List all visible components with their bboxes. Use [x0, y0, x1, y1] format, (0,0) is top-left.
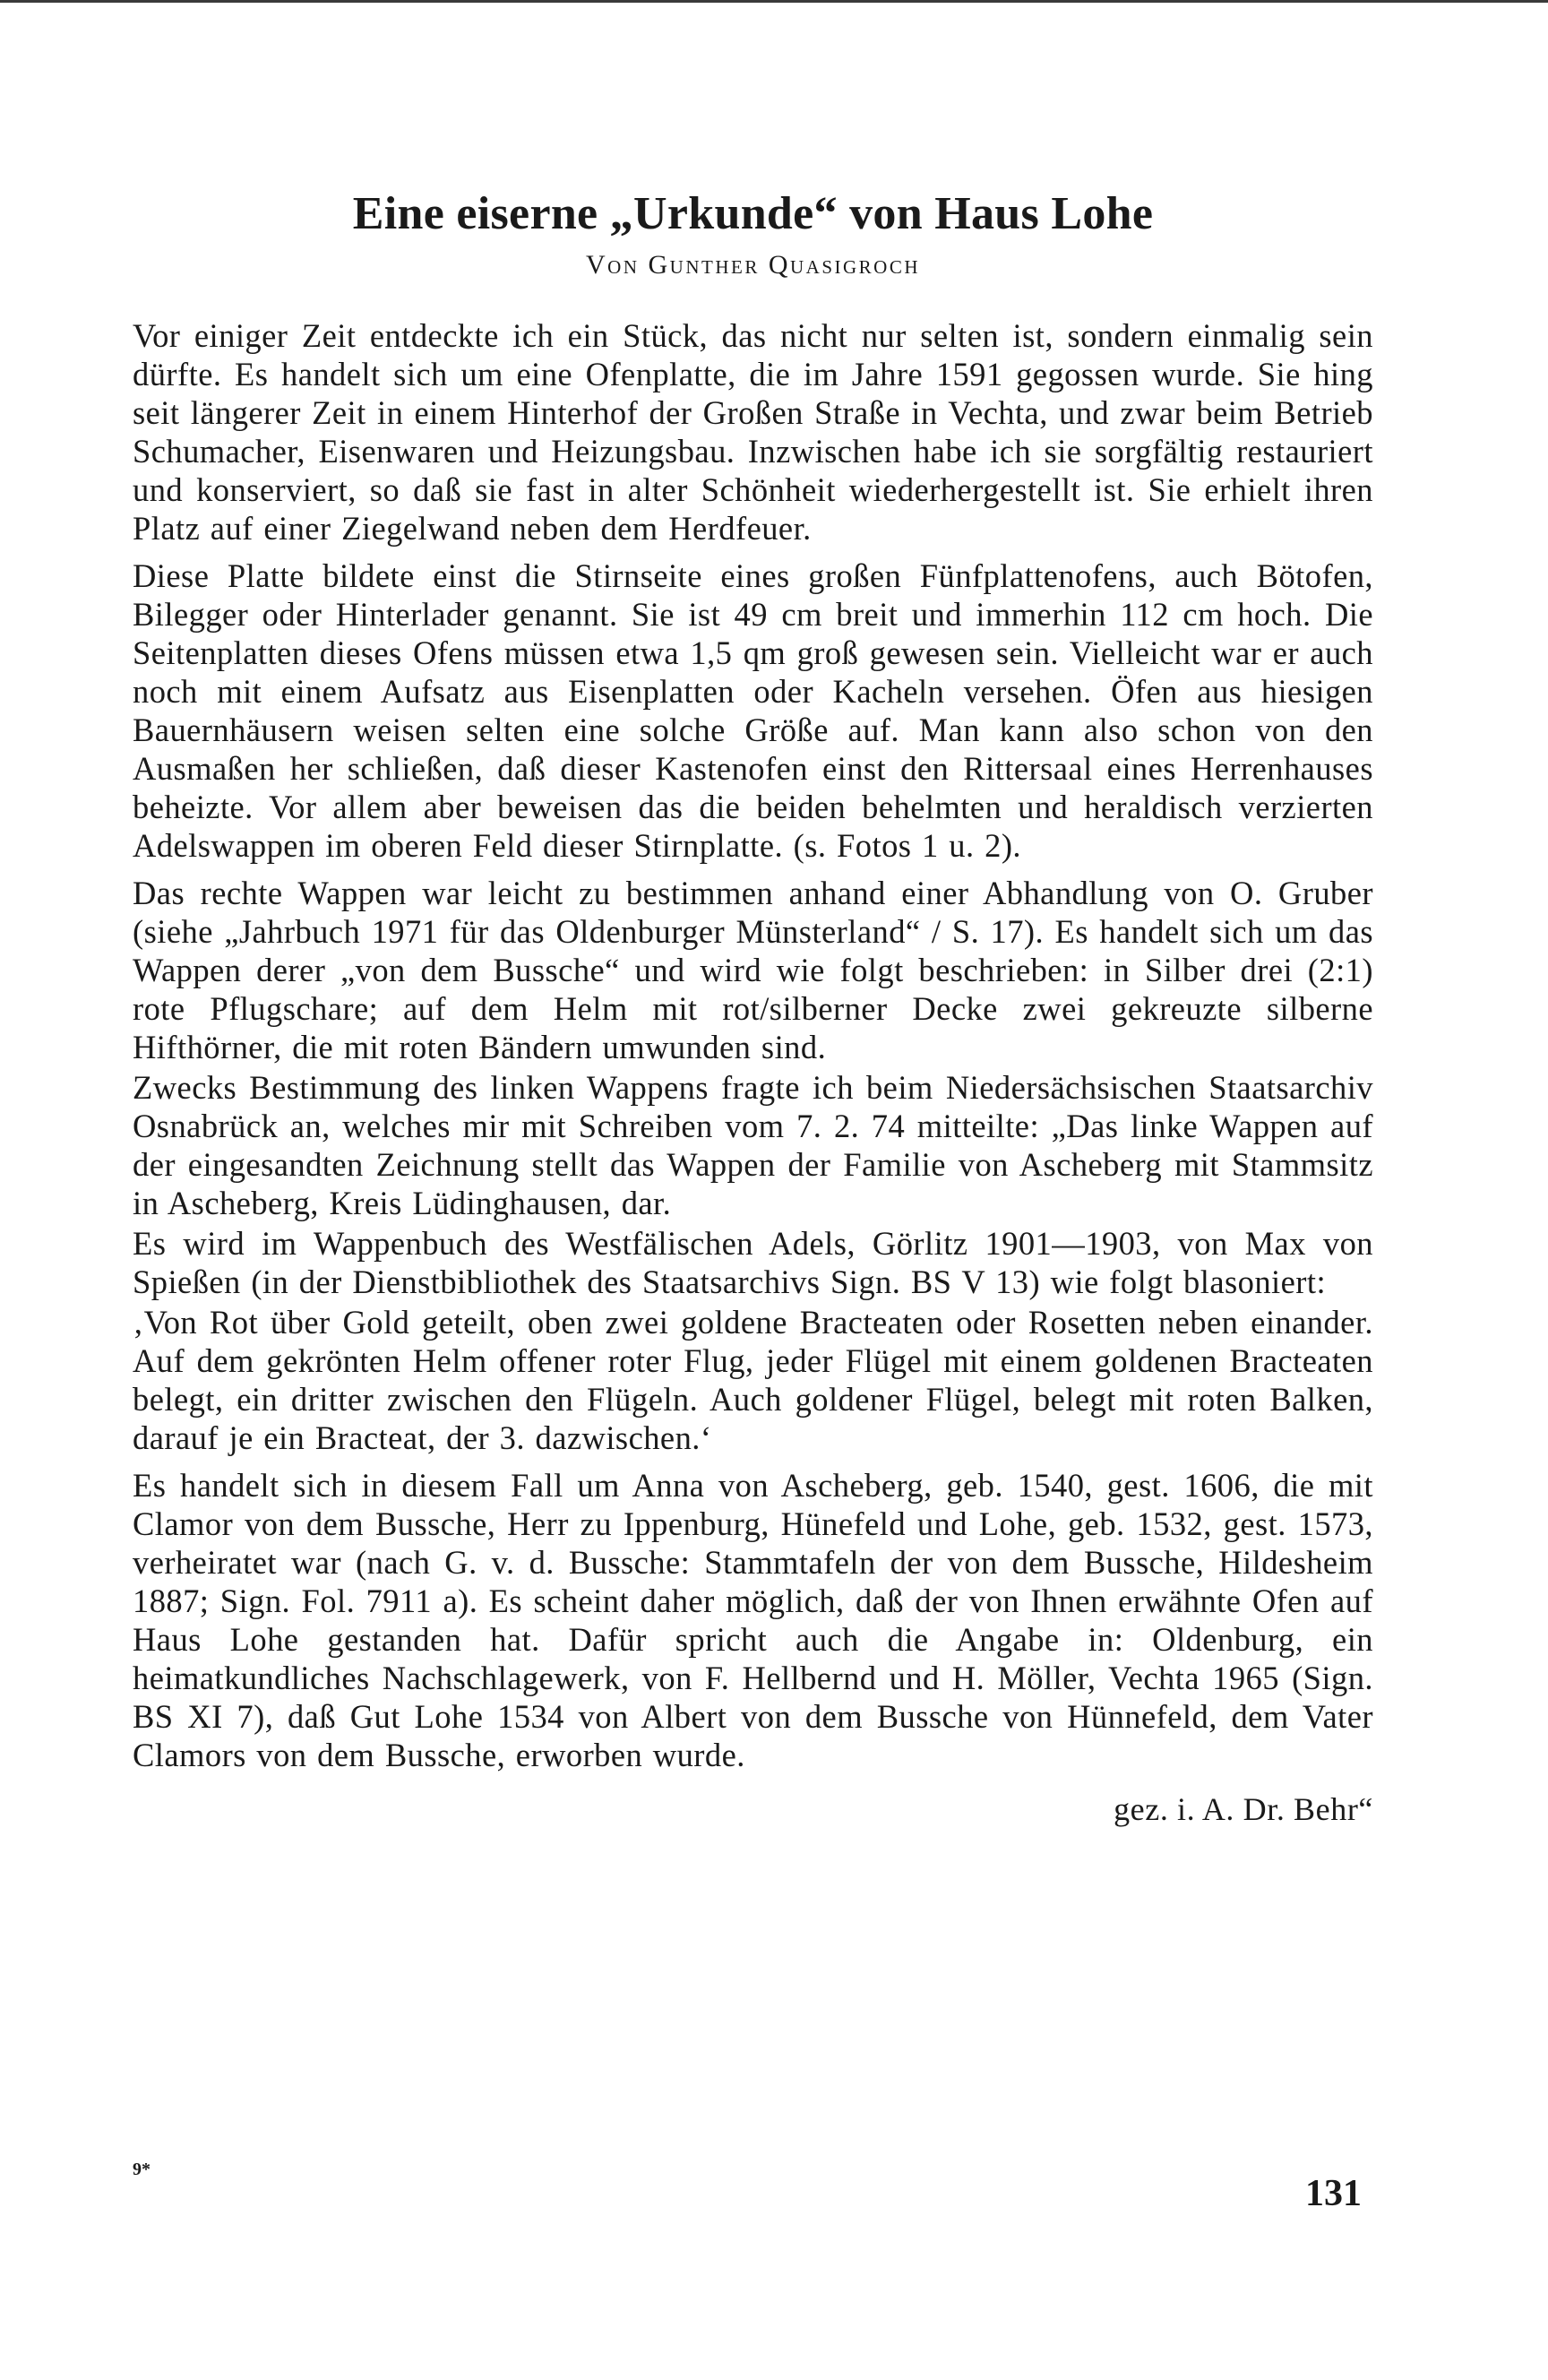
- article: [133, 188, 1373, 1828]
- paragraph: Diese Platte bildete einst die Stirnseite eines großen Fünfplattenofens, auch Bötofen, Bilegger oder Hinterlader genannt. Sie ist 49 cm breit und immerhin 112 cm hoch. Die Seitenplatten dieses Ofens müssen etwa 1,5 qm groß gewesen sein. Vielleicht war er auch noch mit einem Aufsatz aus Eisenplatten oder Kacheln versehen. Öfen aus hiesigen Bauernhäusern weisen selten eine solche Größe auf. Man kann also schon von den Ausmaßen her schließen, daß dieser Kastenofen einst den Rittersaal eines Herrenhauses beheizte. Vor allem aber beweisen das die beiden behelmten und heraldisch verzierten Adelswappen im oberen Feld dieser Stirnplatte. (s. Fotos 1 u. 2).: [133, 557, 1373, 865]
- paragraph: Es handelt sich in diesem Fall um Anna von Ascheberg, geb. 1540, gest. 1606, die mit Clamor von dem Bussche, Herr zu Ippenburg, Hünefeld und Lohe, geb. 1532, gest. 1573, verheiratet war (nach G. v. d. Bussche: Stammtafeln der von dem Bussche, Hildesheim 1887; Sign. Fol. 7911 a). Es scheint daher möglich, daß der von Ihnen erwähnte Ofen auf Haus Lohe gestanden hat. Dafür spricht auch die Angabe in: Oldenburg, ein heimatkundliches Nachschlagewerk, von F. Hellbernd und H. Möller, Vechta 1965 (Sign. BS XI 7), daß Gut Lohe 1534 von Albert von dem Bussche von Hünnefeld, dem Vater Clamors von dem Bussche, erworben wurde.: [133, 1467, 1373, 1774]
- paragraph: Das rechte Wappen war leicht zu bestimmen anhand einer Abhandlung von O. Gruber (siehe „Jahrbuch 1971 für das Oldenburger Münsterland“ / S. 17). Es handelt sich um das Wappen derer „von dem Bussche“ und wird wie folgt beschrieben: in Silber drei (2:1) rote Pflugschare; auf dem Helm mit rot/silberner Decke zwei gekreuzte silberne Hifthörner, die mit roten Bändern umwunden sind.: [133, 875, 1373, 1066]
- article-author: Von Gunther Quasigroch: [586, 250, 920, 280]
- printer-signature-mark: 9*: [133, 2160, 150, 2179]
- paragraph: Es wird im Wappenbuch des Westfälischen Adels, Görlitz 1901—1903, von Max von Spießen (in der Dienstbibliothek des Staatsarchivs Sign. BS V 13) wie folgt blasoniert:: [133, 1225, 1373, 1301]
- paragraph: Zwecks Bestimmung des linken Wappens fragte ich beim Niedersächsischen Staatsarchiv Osnabrück an, welches mir mit Schreiben vom 7. 2. 74 mitteilte: „Das linke Wappen auf der eingesandten Zeichnung stellt das Wappen der Familie von Ascheberg mit Stammsitz in Ascheberg, Kreis Lüdinghausen, dar.: [133, 1069, 1373, 1222]
- top-border-line: [0, 0, 1548, 3]
- letter-signature: gez. i. A. Dr. Behr“: [1114, 1791, 1373, 1828]
- quoted-blazon: ‚Von Rot über Gold geteilt, oben zwei goldene Bracteaten oder Rosetten neben einander. Auf dem gekrönten Helm offener roter Flug, jeder Flügel mit einem goldenen Bracteaten belegt, ein dritter zwischen den Flügeln. Auch goldener Flügel, belegt mit roten Balken, darauf je ein Bracteat, der 3. dazwischen.‘: [133, 1304, 1373, 1457]
- article-body: [133, 316, 1373, 1774]
- paragraph: Vor einiger Zeit entdeckte ich ein Stück, das nicht nur selten ist, sondern einmalig sein dürfte. Es handelt sich um eine Ofenplatte, die im Jahre 1591 gegossen wurde. Sie hing seit längerer Zeit in einem Hinterhof der Großen Straße in Vechta, und zwar beim Betrieb Schumacher, Eisenwaren und Heizungsbau. Inzwischen habe ich sie sorgfältig restauriert und konserviert, so daß sie fast in alter Schönheit wiederhergestellt ist. Sie erhielt ihren Platz auf einer Ziegelwand neben dem Herdfeuer.: [133, 317, 1373, 548]
- page-number: 131: [1305, 2173, 1362, 2214]
- article-title: Eine eiserne „Urkunde“ von Haus Lohe: [352, 188, 1154, 239]
